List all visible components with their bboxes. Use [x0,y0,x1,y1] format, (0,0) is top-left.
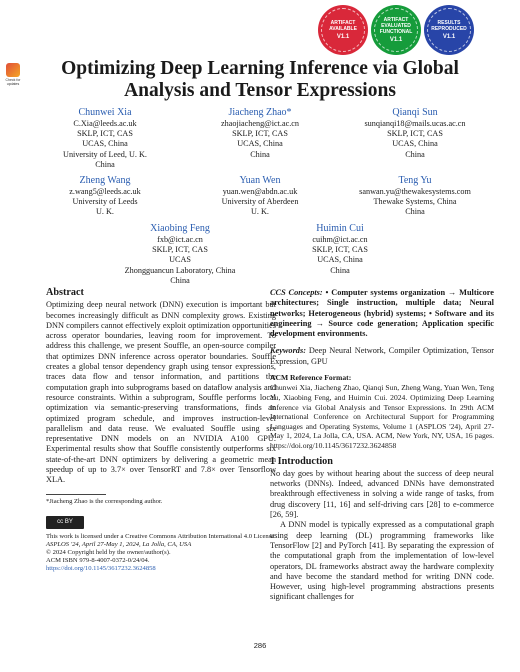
author-email: sanwan.yu@thewakesystems.com [359,187,471,196]
author-affiliation: UCAS, China [317,255,363,265]
ccs-label: CCS Concepts: [270,288,323,297]
author-block [185,175,335,218]
author-affiliation: UCAS, China [237,139,283,149]
license-line: ASPLOS '24, April 27-May 1, 2024, La Jolla, CA, USA [46,540,192,548]
author-block [185,107,335,170]
cc-license-logo [46,516,276,529]
author-name[interactable]: Chunwei Xia [78,107,132,118]
author-country: China [170,275,190,285]
author-name[interactable]: Yuan Wen [239,175,281,186]
author-name[interactable]: Huimin Cui [316,223,364,234]
abstract-body: Optimizing deep neural network (DNN) execution is important but becomes increasingly difficult as DNN complexity grows. Existing DNN compilers cannot effectively exploit optimization opportunities across operator boundaries, leaving room for improvement. To address this challenge, we present Souffle, an open-source compiler that optimizes DNN inference across operator boundaries. Souffle creates a global tensor dependency graph using tensor expressions, traces data flow and tensor information, and partitions the computation graph into subprograms based on dataflow analysis and resource constraints. Within a subprogram, Souffle performs local optimization via semantic-preserving transformations, finds an optimized program schedule, and improves instruction-level parallelism and data reuse. We evaluated Souffle using six representative DNN models on an NVIDIA A100 GPU. Experimental results show that Souffle consistently outperforms six state-of-the-art DNN optimizers by delivering a geometric mean speedup of up to 3.7× over TensorRT and 7.8× over Tensorflow XLA. [46,300,276,485]
intro-heading: 1 Introduction [270,455,333,467]
author-email: sunqianqi18@mails.ucas.ac.cn [364,119,466,128]
right-column [270,288,494,603]
ref-heading: ACM Reference Format: [270,373,352,383]
title-line-1: Optimizing Deep Learning Inference via Global [61,58,459,79]
artifact-badges [318,5,474,55]
ref-text: Chunwei Xia, Jiacheng Zhao, Qianqi Sun, Zheng Wang, Yuan Wen, Teng Yu, Xiaobing Feng, and Huimin Cui. 2024. Optimizing Deep Learning Inference via Global Analysis and Tensor Expressions. In 29th ACM International Conference on Architectural Support for Programming Languages and Operating Systems, Volume 1 (ASPLOS '24), April 27-May 1, 2024, La Jolla, CA, USA. ACM, New York, NY, USA, 16 pages. https://doi.org/10.1145/3617232.3624858 [270,383,494,450]
author-affiliation: UCAS, China [392,139,438,149]
author-email: zhaojiacheng@ict.ac.cn [220,119,299,128]
author-country: China [405,207,425,217]
author-block [30,107,180,170]
author-affiliation: SKLP, ICT, CAS [387,129,443,139]
intro-paragraph-2: A DNN model is typically expressed as a computational graph using deep learning (DL) programming frameworks like TensorFlow [2] and PyTorch [41]. By separating the expression of the computational graph from the implementation of low-level operators, DL frameworks abstract away the hardware complexity and have become the standard method for writing DNN code. However, using high-level programming abstractions presents significant challenges for [270,520,494,602]
title-line-2: Analysis and Tensor Expressions [124,80,396,101]
author-block [105,223,255,286]
license-line: This work is licensed under a Creative Commons Attribution International 4.0 License. [46,532,276,540]
left-column [46,288,276,574]
keywords-text: Deep Neural Network, Compiler Optimization, Tensor Expression, GPU [270,346,495,366]
author-affiliation: Zhongguancun Laboratory, China [124,265,236,275]
license-line: © 2024 Copyright held by the owner/author(s). [46,549,171,557]
author-name[interactable]: Qianqi Sun [392,107,438,118]
author-name[interactable]: Jiacheng Zhao* [228,107,292,118]
author-block [30,175,180,218]
license-line: ACM ISBN 979-8-4007-0372-0/24/04. [46,557,150,565]
author-block [340,175,490,218]
badge-label: ARTIFACT EVALUATED FUNCTIONAL [379,17,413,35]
doi-link[interactable]: https://doi.org/10.1145/3617232.3624858 [46,565,156,573]
author-affiliation: University of Aberdeen [221,197,299,207]
badge-version: V1.1 [389,37,403,43]
author-country: China [250,149,270,159]
check-updates-label: Check for updates [5,78,21,86]
author-name[interactable]: Teng Yu [398,175,432,186]
badge-version: V1.1 [336,34,350,40]
paper-title [0,58,520,102]
author-affiliation: SKLP, ICT, CAS [152,245,208,255]
author-email: z.wang5@leeds.ac.uk [69,187,141,196]
footnote: *Jiacheng Zhao is the corresponding author. [46,497,163,505]
author-country: China [405,149,425,159]
results-reproduced-badge [424,5,474,55]
artifact-available-badge [318,5,368,55]
footnote-rule [46,494,106,495]
author-affiliation: UCAS [169,255,191,265]
author-email: yuan.wen@abdn.ac.uk [222,187,298,196]
authors-row-1 [30,107,490,170]
badge-label: ARTIFACT AVAILABLE [329,20,357,32]
ccs-text: • Computer systems organization → Multicore architectures; Single instruction, multiple data; Neural networks; Heterogeneous (hybrid) systems; • Software and its engineering → Source code generation; Application specific development environments. [270,288,494,339]
keywords [270,346,494,367]
author-email: fxb@ict.ac.cn [157,235,203,244]
badge-label: RESULTS REPRODUCED [431,20,467,32]
authors-row-3 [105,223,415,286]
authors-row-2 [30,175,490,218]
ccs-concepts [270,288,494,339]
author-name[interactable]: Zheng Wang [79,175,131,186]
author-affiliation: Thewake Systems, China [373,197,457,207]
author-affiliation: SKLP, ICT, CAS [77,129,133,139]
author-affiliation: University of Leed, U. K. [63,149,147,159]
page-number: 286 [253,641,267,650]
author-country: China [95,159,115,169]
author-name[interactable]: Xiaobing Feng [150,223,210,234]
cc-by-icon: cc BY [46,516,84,529]
author-email: C.Xia@leeds.ac.uk [73,119,137,128]
author-block [265,223,415,286]
author-affiliation: SKLP, ICT, CAS [312,245,368,255]
keywords-label: Keywords: [270,346,306,356]
abstract-heading: Abstract [46,287,84,298]
author-country: China [330,265,350,275]
author-affiliation: SKLP, ICT, CAS [232,129,288,139]
badge-version: V1.1 [442,34,456,40]
author-affiliation: UCAS, China [82,139,128,149]
author-country: U. K. [251,207,269,217]
license-text [46,533,276,574]
author-email: cuihm@ict.ac.cn [312,235,368,244]
intro-paragraph-1: No day goes by without hearing about the success of deep neural networks (DNNs). Indeed, advanced DNNs have demonstrated breakthrough effectiveness in solving a wide range of tasks, from drug discovery [11, 16] and self-driving cars [28] to e-commerce [26, 59]. [270,468,494,520]
artifact-evaluated-badge [371,5,421,55]
author-block [340,107,490,170]
author-country: U. K. [96,207,114,217]
author-affiliation: University of Leeds [72,197,138,207]
